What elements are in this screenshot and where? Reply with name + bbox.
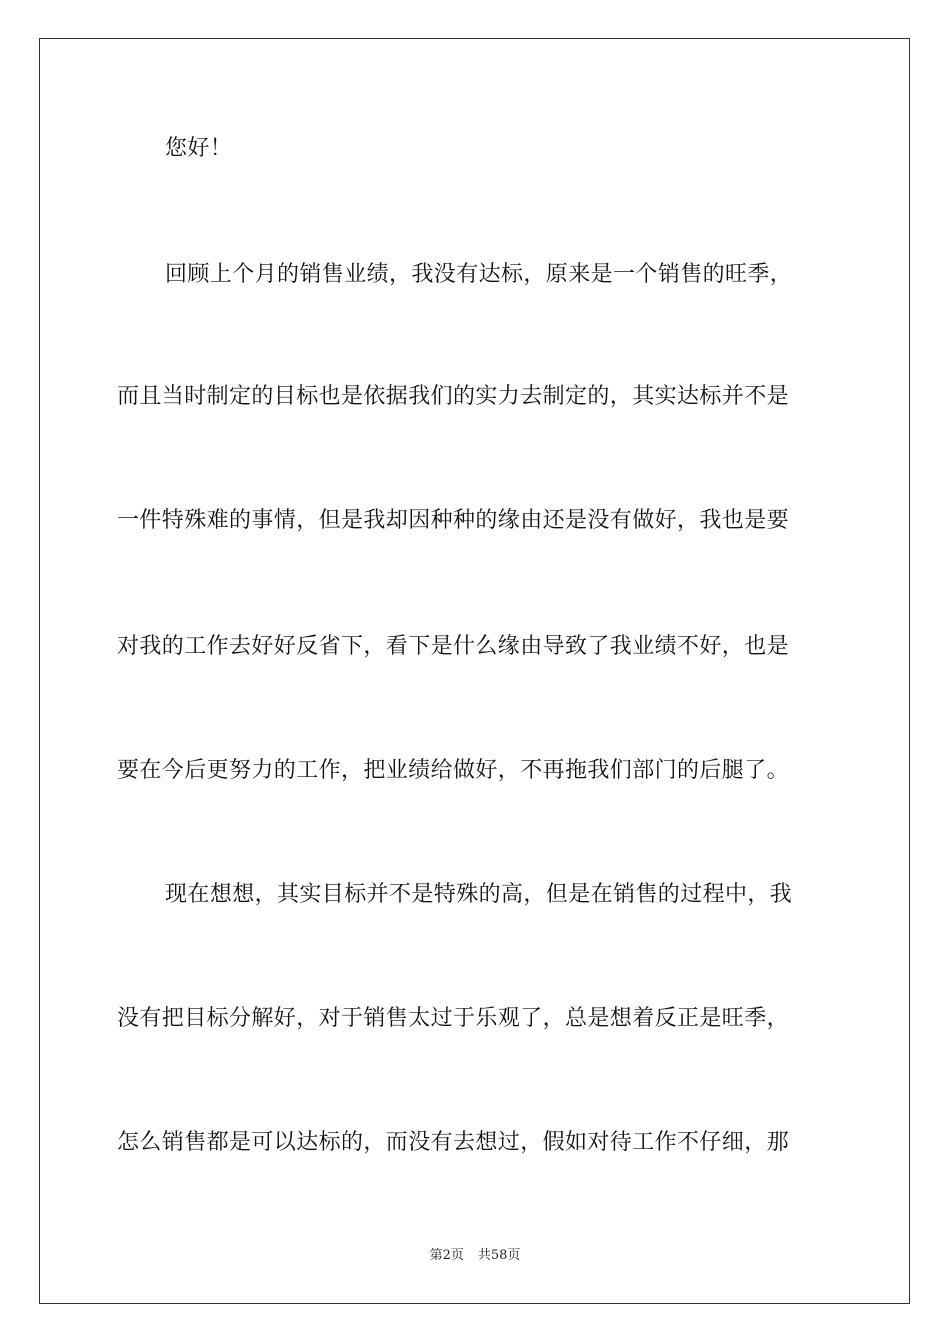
page-number: 第2页: [429, 1248, 464, 1263]
body-line: 现在想想，其实目标并不是特殊的高，但是在销售的过程中，我: [165, 882, 793, 907]
body-line: 一件特殊难的事情，但是我却因种种的缘由还是没有做好，我也是要: [117, 508, 790, 533]
body-line: 对我的工作去好好反省下，看下是什么缘由导致了我业绩不好，也是: [117, 634, 790, 659]
body-line: 没有把目标分解好，对于销售太过于乐观了，总是想着反正是旺季，: [117, 1006, 790, 1031]
body-line: 而且当时制定的目标也是依据我们的实力去制定的，其实达标并不是: [117, 384, 790, 409]
page-footer: [0, 1247, 950, 1265]
body-line: 怎么销售都是可以达标的，而没有去想过，假如对待工作不仔细，那: [117, 1130, 790, 1155]
page-total: 共58页: [477, 1248, 521, 1263]
body-line: 回顾上个月的销售业绩，我没有达标，原来是一个销售的旺季，: [165, 262, 793, 287]
greeting-line: 您好！: [165, 136, 233, 161]
page-frame: [39, 38, 910, 1304]
body-line: 要在今后更努力的工作，把业绩给做好，不再拖我们部门的后腿了。: [117, 758, 790, 783]
